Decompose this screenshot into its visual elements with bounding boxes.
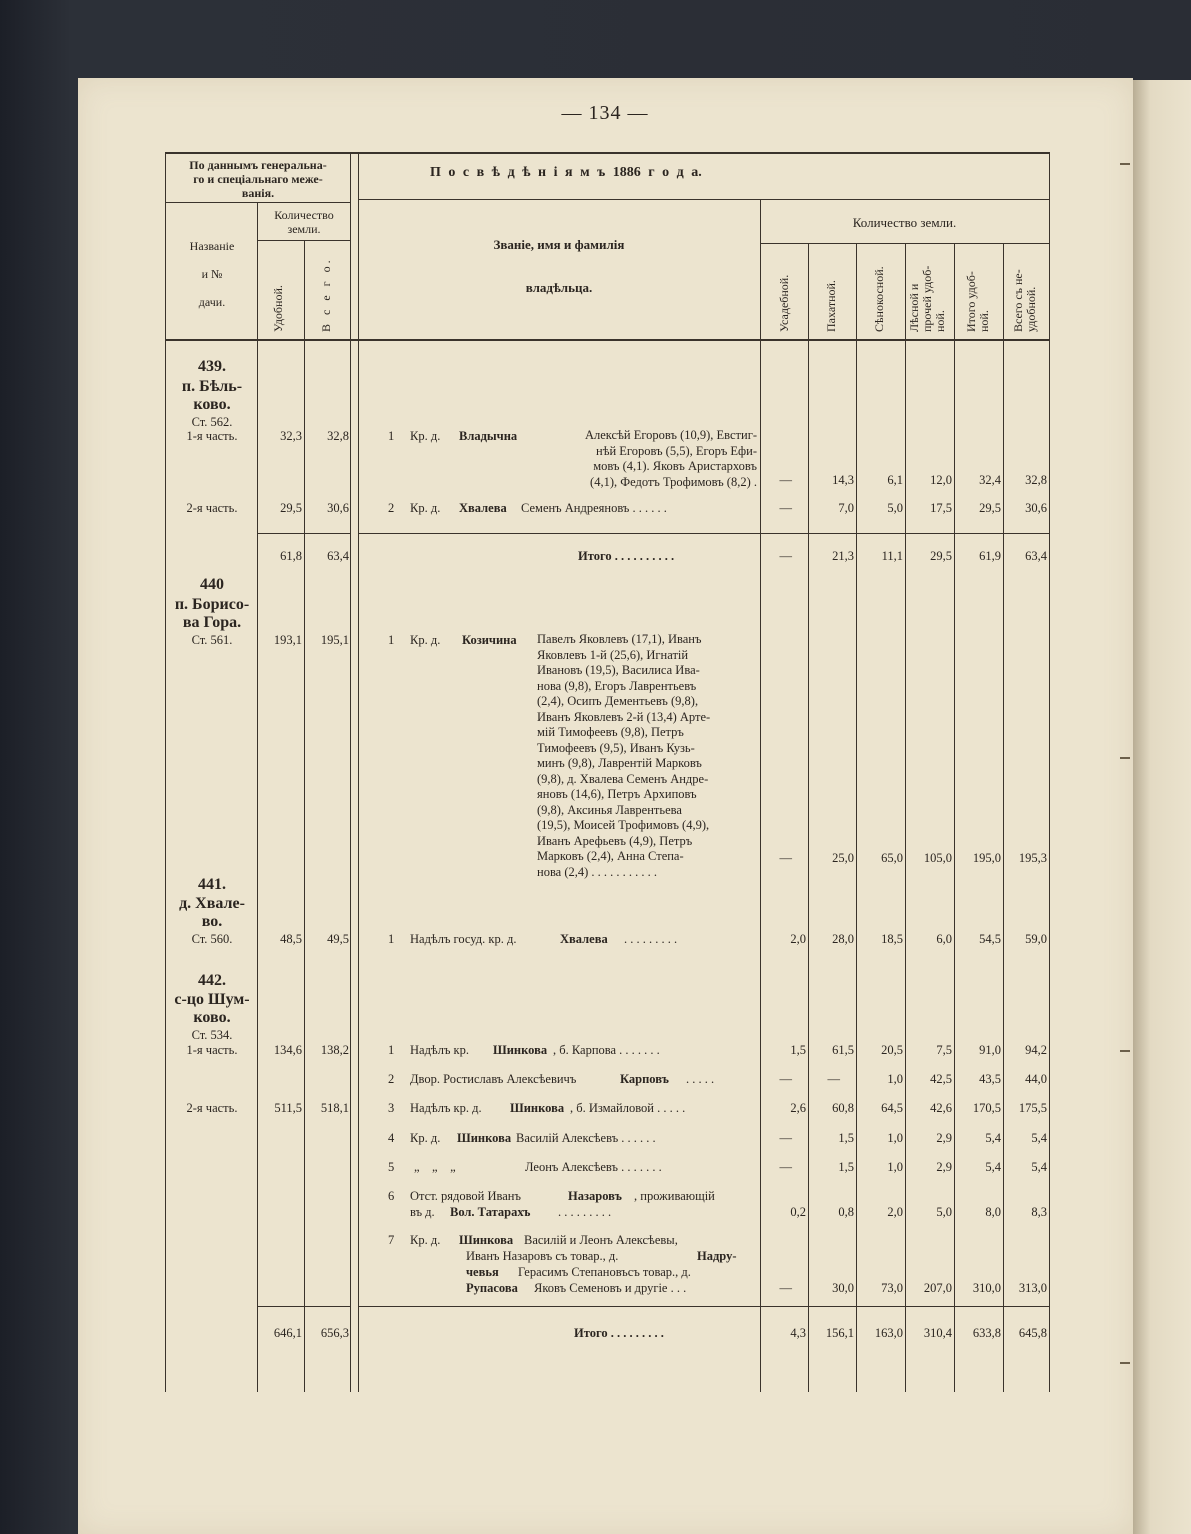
- village-name: Козичина: [462, 633, 517, 647]
- header-owner: Званіе, имя и фамилія: [493, 237, 625, 252]
- cell-pah: —: [827, 1072, 840, 1086]
- owner-name: Семенъ Андреяновъ . . . . . .: [521, 501, 667, 515]
- village-name: чевья: [466, 1265, 499, 1279]
- page-number: — 134 —: [561, 102, 649, 124]
- owner-name: Василій Алексѣевъ . . . . . .: [516, 1131, 656, 1145]
- row-number: 1: [388, 1043, 395, 1057]
- village-name: Хвалева: [459, 501, 507, 515]
- cell-usad: —: [779, 501, 792, 515]
- cell-itogo: 32,4: [979, 473, 1001, 487]
- total-sen: 163,0: [874, 1326, 903, 1340]
- cell-vsego: 49,5: [327, 932, 349, 946]
- section-439-part-1: 1-я часть.: [186, 429, 238, 443]
- owner-text: , проживающій: [634, 1189, 715, 1203]
- cell-udob: 193,1: [273, 633, 302, 647]
- total-itogo: 61,9: [979, 549, 1001, 563]
- col-divider: [358, 152, 359, 1392]
- owner-text: Василій и Леонъ Алексѣевы,: [524, 1233, 678, 1247]
- section-442-name-2: ково.: [193, 1009, 231, 1026]
- cell-les: 7,5: [936, 1043, 952, 1057]
- cell-vsego-all: 59,0: [1025, 932, 1047, 946]
- header-col-itogo-udobnoi: Итого удоб- ной.: [964, 271, 991, 332]
- row-number: 1: [388, 932, 395, 946]
- row-number: 6: [388, 1189, 395, 1203]
- total-usad: —: [779, 549, 792, 563]
- village-name: Владычна: [459, 429, 518, 443]
- cell-vsego-all: 175,5: [1018, 1101, 1047, 1115]
- cell-usad: 2,0: [790, 932, 806, 946]
- cell-les: 42,5: [930, 1072, 952, 1086]
- leader-dots: . . . . . . . . .: [558, 1205, 612, 1219]
- total-les: 29,5: [930, 549, 952, 563]
- col-divider: [350, 152, 351, 1392]
- village-name: Шинкова: [457, 1131, 512, 1145]
- cell-vsego-all: 5,4: [1031, 1131, 1047, 1145]
- row-number: 4: [388, 1131, 395, 1145]
- owner-surname: Карповъ: [620, 1072, 669, 1086]
- total-label: Итого . . . . . . . . .: [574, 1326, 664, 1340]
- cell-les: 2,9: [936, 1160, 952, 1174]
- cell-itogo: 195,0: [972, 851, 1001, 865]
- section-440-st: Ст. 561.: [191, 633, 233, 647]
- header-name-column: Названіе и № дачи.: [189, 239, 235, 309]
- cell-pah: 60,8: [832, 1101, 854, 1115]
- section-439-number: 439.: [198, 358, 226, 375]
- owner-text: въ д.: [410, 1205, 435, 1219]
- cell-itogo: 8,0: [985, 1205, 1001, 1219]
- header-col-usadebnoi: Усадебной.: [777, 274, 791, 332]
- owner-name: , б. Измайловой . . . . .: [570, 1101, 686, 1115]
- header-quantity: Количество земли.: [274, 208, 334, 236]
- total-rule: [257, 533, 350, 534]
- total-vsego: 63,4: [327, 549, 349, 563]
- owner-prefix: Кр. д.: [410, 633, 441, 647]
- cell-les: 105,0: [923, 851, 952, 865]
- section-439-name-2: ково.: [193, 396, 231, 413]
- cell-sen: 2,0: [887, 1205, 903, 1219]
- section-442-part-1: 1-я часть.: [186, 1043, 238, 1057]
- cell-usad: —: [779, 473, 792, 487]
- col-divider: [304, 240, 305, 1392]
- section-442-number: 442.: [198, 972, 226, 989]
- header-col-senokosnoi: Сѣнокосной.: [872, 266, 886, 332]
- header-vsego: В с е г о.: [319, 257, 333, 332]
- cell-vsego-all: 313,0: [1018, 1281, 1047, 1295]
- cell-vsego: 32,8: [327, 429, 349, 443]
- row-number: 3: [388, 1101, 395, 1115]
- header-rule: [358, 199, 1049, 200]
- total-label: Итого . . . . . . . . . .: [578, 549, 675, 563]
- cell-vsego: 138,2: [320, 1043, 349, 1057]
- owner-text: Яковъ Семеновъ и другіе . . .: [534, 1281, 687, 1295]
- section-442-st: Ст. 534.: [191, 1028, 233, 1042]
- header-rule: [760, 243, 1049, 244]
- section-441-st: Ст. 560.: [191, 932, 233, 946]
- cell-vsego-all: 195,3: [1018, 851, 1047, 865]
- cell-itogo: 29,5: [979, 501, 1001, 515]
- cell-les: 42,6: [930, 1101, 952, 1115]
- col-divider: [808, 243, 809, 1392]
- row-number: 1: [388, 429, 395, 443]
- row-number: 2: [388, 501, 395, 515]
- header-1886-data: П о с в ѣ д ѣ н і я м ъ 1886 г о д а.: [430, 165, 702, 180]
- row-number: 5: [388, 1160, 395, 1174]
- leader-dots: . . . . .: [686, 1072, 715, 1086]
- village-name: Вол. Татарахъ: [450, 1205, 531, 1219]
- owner-prefix: Кр. д.: [410, 429, 441, 443]
- cell-pah: 0,8: [838, 1205, 854, 1219]
- header-col-lesnoi: Лѣсной и прочей удоб- ной.: [907, 265, 947, 332]
- cell-vsego-all: 44,0: [1025, 1072, 1047, 1086]
- owner-name: , б. Карпова . . . . . . .: [553, 1043, 660, 1057]
- cell-usad: —: [779, 1131, 792, 1145]
- section-441-name: д. Хвале-: [179, 895, 245, 912]
- owner-prefix: Кр. д.: [410, 501, 441, 515]
- cell-pah: 30,0: [832, 1281, 854, 1295]
- total-pah: 21,3: [832, 549, 854, 563]
- cell-usad: 2,6: [790, 1101, 806, 1115]
- header-udobnoi: Удобной.: [271, 285, 285, 332]
- col-divider: [257, 203, 258, 1392]
- cell-itogo: 43,5: [979, 1072, 1001, 1086]
- section-440-name: п. Борисо-: [174, 596, 250, 613]
- cell-sen: 20,5: [881, 1043, 903, 1057]
- cell-les: 207,0: [923, 1281, 952, 1295]
- cell-udob: 29,5: [280, 501, 302, 515]
- cell-sen: 6,1: [887, 473, 903, 487]
- cell-itogo: 91,0: [979, 1043, 1001, 1057]
- section-441-name-2: во.: [201, 913, 223, 930]
- owner-text: Иванъ Назаровъ съ товар., д.: [466, 1249, 619, 1263]
- village-name: Хвалева: [560, 932, 608, 946]
- section-439-st: Ст. 562.: [191, 415, 233, 429]
- owner-prefix: Надѣлъ кр. д.: [410, 1101, 482, 1115]
- cell-itogo: 5,4: [985, 1131, 1001, 1145]
- section-439-name: п. Бѣль-: [181, 378, 243, 395]
- row-number: 1: [388, 633, 395, 647]
- col-divider: [856, 243, 857, 1392]
- village-name: Рупасова: [466, 1281, 518, 1295]
- owner-prefix: Двор. Ростиславъ Алексѣевичъ: [410, 1072, 577, 1086]
- cell-sen: 73,0: [881, 1281, 903, 1295]
- total-udob: 61,8: [280, 549, 302, 563]
- cell-vsego: 30,6: [327, 501, 349, 515]
- col-divider: [760, 200, 761, 1392]
- total-pah: 156,1: [825, 1326, 854, 1340]
- cell-sen: 65,0: [881, 851, 903, 865]
- section-442-part-2: 2-я часть.: [186, 1101, 238, 1115]
- header-rule: [165, 202, 350, 203]
- cell-itogo: 5,4: [985, 1160, 1001, 1174]
- cell-vsego-all: 5,4: [1031, 1160, 1047, 1174]
- total-vsego-all: 63,4: [1025, 549, 1047, 563]
- owner-prefix: Кр. д.: [410, 1233, 441, 1247]
- total-usad: 4,3: [790, 1326, 806, 1340]
- village-name: Шинкова: [510, 1101, 565, 1115]
- row-number: 2: [388, 1072, 395, 1086]
- cell-les: 12,0: [930, 473, 952, 487]
- cell-vsego-all: 32,8: [1025, 473, 1047, 487]
- table-top-rule: [165, 152, 1050, 154]
- cell-usad: —: [779, 851, 792, 865]
- owner-text: Герасимъ Степановъсъ товар., д.: [518, 1265, 691, 1279]
- cell-sen: 18,5: [881, 932, 903, 946]
- total-les: 310,4: [923, 1326, 952, 1340]
- cell-pah: 7,0: [838, 501, 854, 515]
- cell-les: 5,0: [936, 1205, 952, 1219]
- cell-pah: 1,5: [838, 1160, 854, 1174]
- cell-sen: 64,5: [881, 1101, 903, 1115]
- cell-pah: 25,0: [832, 851, 854, 865]
- cell-sen: 1,0: [887, 1131, 903, 1145]
- cell-pah: 14,3: [832, 473, 854, 487]
- owner-name: Леонъ Алексѣевъ . . . . . . .: [525, 1160, 662, 1174]
- cell-udob: 48,5: [280, 932, 302, 946]
- total-vsego-all: 645,8: [1018, 1326, 1047, 1340]
- cell-vsego: 195,1: [320, 633, 349, 647]
- section-441-number: 441.: [198, 876, 226, 893]
- cell-usad: —: [779, 1072, 792, 1086]
- header-col-vsego-neudobnoi: Всего съ не- удобной.: [1011, 269, 1038, 332]
- total-rule: [257, 1306, 350, 1307]
- col-divider: [905, 243, 906, 1392]
- cell-itogo: 310,0: [972, 1281, 1001, 1295]
- cell-pah: 1,5: [838, 1131, 854, 1145]
- village-name: Шинкова: [459, 1233, 514, 1247]
- cell-les: 2,9: [936, 1131, 952, 1145]
- total-itogo: 633,8: [972, 1326, 1001, 1340]
- owner-prefix: Надѣлъ госуд. кр. д.: [410, 932, 517, 946]
- owner-prefix: Кр. д.: [410, 1131, 441, 1145]
- row-number: 7: [388, 1233, 395, 1247]
- cell-udob: 511,5: [274, 1101, 302, 1115]
- section-440-number: 440: [200, 576, 224, 593]
- cell-usad: 0,2: [790, 1205, 806, 1219]
- leader-dots: . . . . . . . . .: [624, 932, 678, 946]
- cell-vsego-all: 8,3: [1031, 1205, 1047, 1219]
- owner-list: Алексѣй Егоровъ (10,9), Евстиг- нѣй Егоровъ (5,5), Егоръ Ефи- мовъ (4,1). Яковъ Аристарховъ (4,1), Федотъ Трофимовъ (8,2) .: [584, 428, 757, 489]
- total-rule: [358, 533, 1049, 534]
- header-land-quantity: Количество земли.: [852, 215, 957, 230]
- cell-usad: —: [779, 1160, 792, 1174]
- owner-surname: Назаровъ: [568, 1189, 622, 1203]
- header-general-survey: По даннымъ генеральна- го и спеціальнаго меже- ванія.: [189, 158, 327, 200]
- total-rule: [358, 1306, 1049, 1307]
- section-440-name-2: ва Гора.: [182, 614, 242, 631]
- section-442-name: с-цо Шум-: [174, 991, 250, 1008]
- cell-udob: 32,3: [280, 429, 302, 443]
- ditto-marks: „ „ „: [414, 1160, 456, 1174]
- header-owner-2: владѣльца.: [525, 280, 593, 295]
- cell-les: 6,0: [936, 932, 952, 946]
- total-sen: 11,1: [881, 549, 903, 563]
- village-name: Шинкова: [493, 1043, 548, 1057]
- cell-les: 17,5: [930, 501, 952, 515]
- section-439-part-2: 2-я часть.: [186, 501, 238, 515]
- total-vsego: 656,3: [320, 1326, 349, 1340]
- cell-usad: —: [779, 1281, 792, 1295]
- owner-list: Павелъ Яковлевъ (17,1), Иванъ Яковлевъ 1-й (25,6), Игнатій Ивановъ (19,5), Василиса Ива- нова (9,8), Егоръ Лаврентьевъ (2,4), Осипъ Дементьевъ (9,8), Иванъ Яковлевъ 2-й (13,4) Арте- мій Тимофеевъ (9,8), Петръ Тимофеевъ (9,5), Иванъ Кузь- минъ (9,8), Лаврентій Марковъ (9,8), д. Хвалева Семенъ Андре- яновъ (14,6), Петръ Архиповъ (9,8), Аксинья Лаврентьева (19,5), Моисей Трофимовъ (4,9), Иванъ Арефьевъ (4,9), Петръ Марковъ (2,4), Анна Степа- нова (2,4) . . . . . . . . . . .: [537, 632, 711, 879]
- table-right-rule: [1049, 152, 1050, 1392]
- cell-itogo: 170,5: [972, 1101, 1001, 1115]
- header-rule: [257, 240, 350, 241]
- cell-pah: 28,0: [832, 932, 854, 946]
- cell-sen: 1,0: [887, 1072, 903, 1086]
- col-divider: [1003, 243, 1004, 1392]
- owner-text: Отст. рядовой Иванъ: [410, 1189, 521, 1203]
- col-divider: [954, 243, 955, 1392]
- cell-usad: 1,5: [790, 1043, 806, 1057]
- owner-prefix: Надѣлъ кр.: [410, 1043, 469, 1057]
- cell-udob: 134,6: [273, 1043, 302, 1057]
- cell-vsego: 518,1: [320, 1101, 349, 1115]
- cell-vsego-all: 30,6: [1025, 501, 1047, 515]
- cell-sen: 1,0: [887, 1160, 903, 1174]
- village-name: Надру-: [697, 1249, 737, 1263]
- header-col-pahatnoi: Пахатной.: [824, 280, 838, 332]
- cell-pah: 61,5: [832, 1043, 854, 1057]
- total-udob: 646,1: [273, 1326, 302, 1340]
- table-left-rule: [165, 152, 166, 1392]
- header-bottom-rule: [165, 339, 1050, 341]
- cell-itogo: 54,5: [979, 932, 1001, 946]
- cell-vsego-all: 94,2: [1025, 1043, 1047, 1057]
- cell-sen: 5,0: [887, 501, 903, 515]
